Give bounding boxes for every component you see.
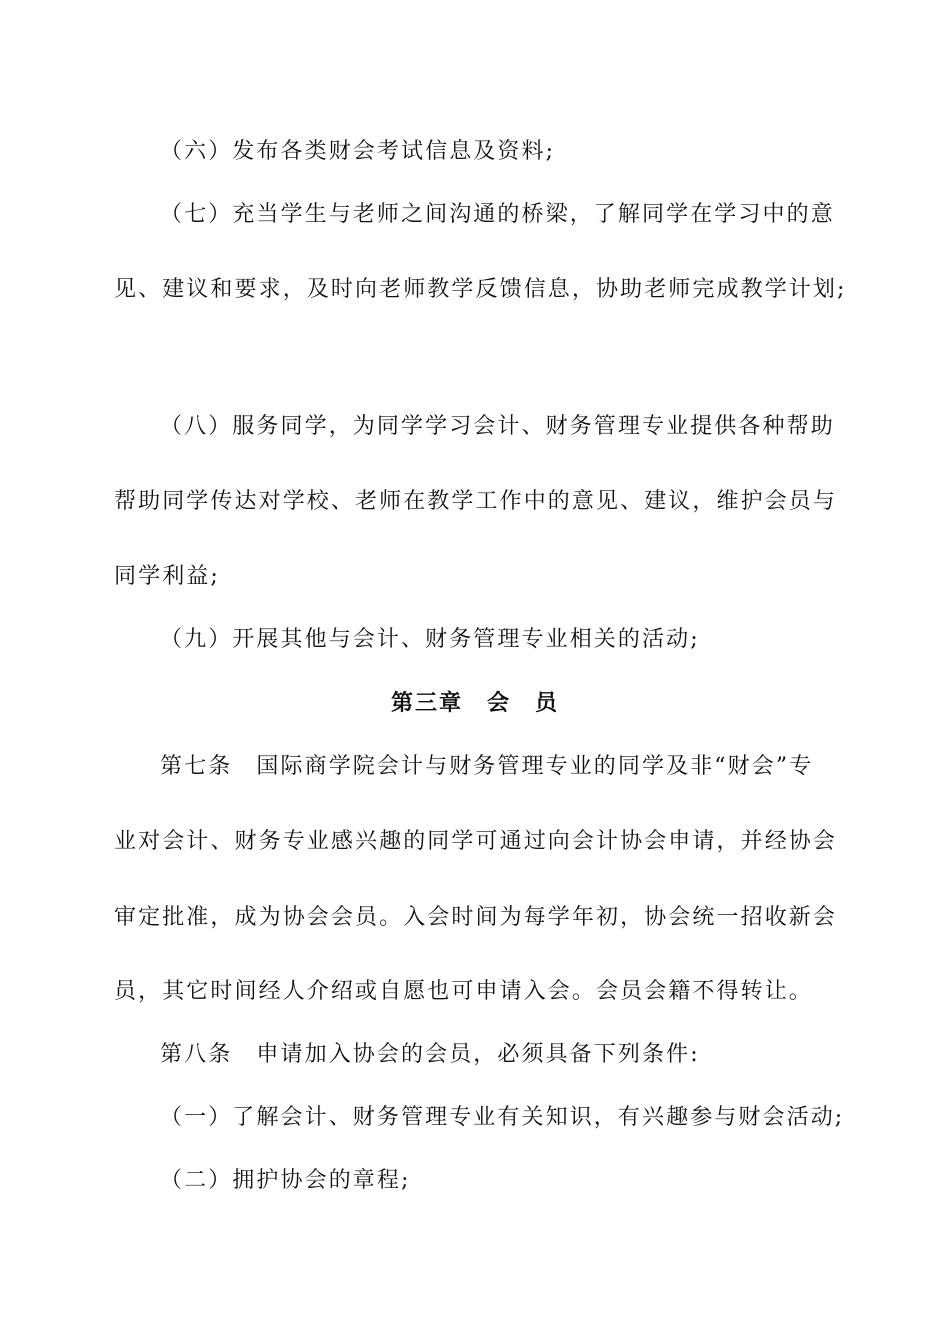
paragraph-line: （八）服务同学，为同学学习会计、财务管理专业提供各种帮助	[160, 414, 835, 439]
paragraph-line: （一）了解会计、财务管理专业有关知识，有兴趣参与财会活动;	[160, 1105, 845, 1130]
paragraph-line: （二）拥护协会的章程;	[160, 1168, 411, 1193]
paragraph-line: 见、建议和要求，及时向老师教学反馈信息，协助老师完成教学计划;	[114, 277, 847, 302]
paragraph-line: 业对会计、财务专业感兴趣的同学可通过向会计协会申请，并经协会	[114, 829, 838, 854]
paragraph-line: 员，其它时间经人介绍或自愿也可申请入会。会员会籍不得转让。	[114, 979, 813, 1004]
paragraph-line: （七）充当学生与老师之间沟通的桥梁，了解同学在学习中的意	[160, 202, 835, 227]
paragraph-line: 第七条 国际商学院会计与财务管理专业的同学及非“财会”专	[160, 754, 814, 779]
paragraph-line: 审定批准，成为协会会员。入会时间为每学年初，协会统一招收新会	[114, 905, 838, 930]
paragraph-line: 第八条 申请加入协会的会员，必须具备下列条件:	[160, 1042, 700, 1067]
chapter-heading: 第三章 会 员	[390, 690, 559, 716]
paragraph-line: 帮助同学传达对学校、老师在教学工作中的意见、建议，维护会员与	[114, 489, 838, 514]
paragraph-line: （九）开展其他与会计、财务管理专业相关的活动;	[160, 627, 700, 652]
paragraph-line: （六）发布各类财会考试信息及资料;	[160, 139, 556, 164]
paragraph-line: 同学利益;	[114, 564, 220, 589]
